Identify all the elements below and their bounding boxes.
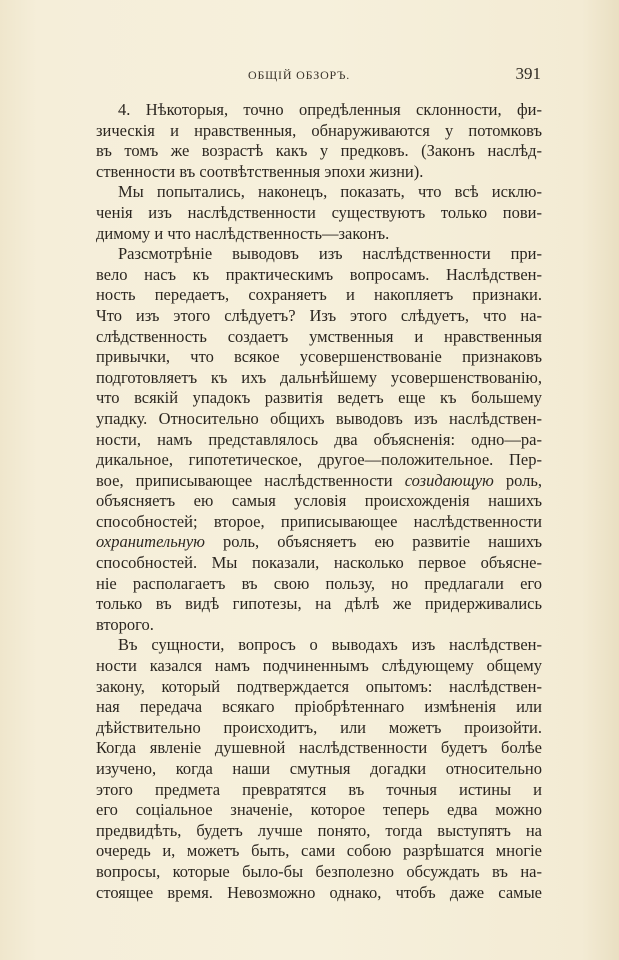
text-line — [96, 574, 542, 595]
text-line — [96, 244, 542, 265]
text-line — [96, 203, 542, 224]
line-text: Разсмотрѣніе выводовъ изъ наслѣдственности при- — [118, 244, 542, 264]
text-line — [96, 409, 542, 430]
line-text: что всякій упадокъ развитія ведетъ еще къ большему — [96, 388, 542, 408]
line-text: димому и что наслѣдственность—законъ. — [96, 223, 390, 243]
text-line — [96, 100, 542, 121]
line-text: предвидѣть, будетъ лучше понято, тогда выступятъ на — [96, 820, 542, 840]
line-text: его соціальное значеніе, которое теперь едва можно — [96, 800, 542, 820]
line-text: ная передача всякаго пріобрѣтеннаго измѣненія или — [96, 697, 542, 717]
line-text: вело насъ къ практическимъ вопросамъ. Наслѣдствен- — [96, 264, 542, 284]
line-text: ности казался намъ подчиненнымъ слѣдующему общему — [96, 656, 542, 676]
line-text: привычки, что всякое усовершенствованіе признаковъ — [96, 347, 542, 367]
text-line — [96, 841, 542, 862]
text-line — [96, 862, 542, 883]
line-text: этого предмета превратятся въ точныя истины и — [96, 779, 542, 799]
line-text: объясняетъ ею самыя условія происхожденія нашихъ — [96, 491, 542, 511]
text-line — [96, 162, 542, 183]
text-line — [96, 635, 542, 656]
text-line — [96, 512, 542, 533]
line-text: ственности въ соотвѣтственныя эпохи жизни). — [96, 161, 424, 181]
line-text: въ томъ же возрастѣ какъ у предковъ. (Законъ наслѣд- — [96, 141, 542, 161]
line-text: стоящее время. Невозможно однако, чтобъ даже самые — [96, 882, 542, 902]
line-text-after: роль, объясняетъ ею развитіе нашихъ — [204, 532, 542, 552]
line-text: способностей; второе, приписывающее наслѣдственности — [96, 511, 542, 531]
text-line — [96, 306, 542, 327]
line-text: слѣдственность создаетъ умственныя и нравственныя — [96, 326, 542, 346]
text-line — [96, 285, 542, 306]
line-text: дѣйствительно происходитъ, или можетъ произойти. — [96, 717, 542, 737]
text-line — [96, 594, 542, 615]
text-line — [96, 780, 542, 801]
line-text: Что изъ этого слѣдуетъ? Изъ этого слѣдуетъ, что на- — [96, 305, 542, 325]
line-text: вое, приписывающее наслѣдственности — [96, 470, 393, 490]
text-line — [96, 759, 542, 780]
text-line — [96, 121, 542, 142]
text-line — [96, 738, 542, 759]
text-line — [96, 327, 542, 348]
text-line — [96, 471, 542, 492]
line-text: ность передаетъ, сохраняетъ и накопляетъ признаки. — [96, 285, 542, 305]
line-text: зическія и нравственныя, обнаруживаются у потомковъ — [96, 120, 542, 140]
text-line — [96, 265, 542, 286]
text-line — [96, 430, 542, 451]
line-text: очередь и, можетъ быть, сами собою разрѣшатся многіе — [96, 841, 542, 861]
line-text: ности, намъ представлялось два объясненія: одно—ра- — [96, 429, 542, 449]
line-text: способностей. Мы показали, насколько первое объясне- — [96, 553, 542, 573]
text-line — [96, 718, 542, 739]
text-line — [96, 368, 542, 389]
line-text: вопросы, которые было-бы безполезно обсуждать въ на- — [96, 861, 542, 881]
text-line — [96, 450, 542, 471]
text-line — [96, 697, 542, 718]
text-line — [96, 182, 542, 203]
text-line — [96, 677, 542, 698]
text-line — [96, 800, 542, 821]
line-text: только въ видѣ гипотезы, на дѣлѣ же придерживались — [96, 594, 542, 614]
text-line — [96, 656, 542, 677]
body-text — [96, 100, 542, 903]
line-text: Въ сущности, вопросъ о выводахъ изъ наслѣдствен- — [118, 635, 542, 655]
text-line — [96, 224, 542, 245]
text-line — [96, 388, 542, 409]
text-line — [96, 532, 542, 553]
line-text: закону, который подтверждается опытомъ: наслѣдствен- — [96, 676, 542, 696]
page-number: 391 — [515, 64, 541, 83]
line-text: 4. Нѣкоторыя, точно опредѣленныя склонности, фи- — [118, 100, 542, 119]
text-line — [96, 141, 542, 162]
text-line — [96, 491, 542, 512]
text-line — [96, 821, 542, 842]
text-line — [96, 615, 542, 636]
line-text: Когда явленіе душевной наслѣдственности будетъ болѣе — [96, 738, 542, 758]
line-text: подготовляетъ къ ихъ дальнѣйшему усовершенствованію, — [96, 367, 542, 387]
text-line — [96, 883, 542, 904]
running-title: ОБЩІЙ ОБЗОРЪ. — [248, 68, 351, 82]
line-text: ніе располагаетъ въ свою пользу, но предлагали его — [96, 573, 542, 593]
line-text: второго. — [96, 614, 154, 634]
line-text: дикальное, гипотетическое, другое—положительное. Пер- — [96, 450, 542, 470]
text-line — [96, 347, 542, 368]
line-text: Мы попытались, наконецъ, показать, что всѣ исклю- — [118, 182, 542, 202]
line-text: ченія изъ наслѣдственности существуютъ только пови- — [96, 202, 542, 222]
line-text: упадку. Относительно общихъ выводовъ изъ наслѣдствен- — [96, 408, 542, 428]
text-line — [96, 553, 542, 574]
italic-word: охранительную — [96, 532, 205, 552]
italic-word: созидающую — [404, 470, 494, 490]
line-text: изучено, когда наши смутныя догадки относительно — [96, 759, 542, 778]
line-text-after: роль, — [493, 470, 543, 490]
